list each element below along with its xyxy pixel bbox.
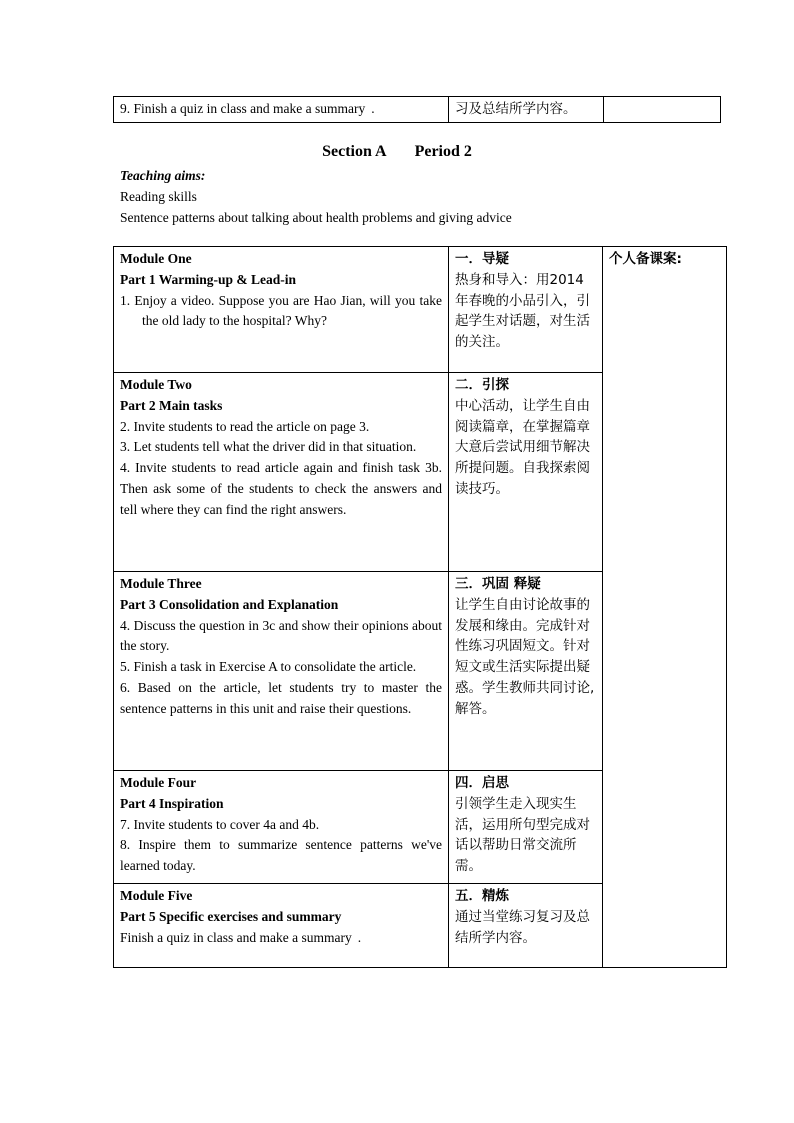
guide-text: 热身和导入：用2014年春晚的小品引入，引起学生对话题，对生活的关注。 <box>455 271 590 351</box>
guide-title: 四．启思 <box>455 775 509 791</box>
guide-text: 通过当堂练习复习及总结所学内容。 <box>455 908 590 946</box>
guide-text: 中心活动，让学生自由阅读篇章，在掌握篇章大意后尝试用细节解决所提问题。自我探索阅读技巧。 <box>455 397 590 497</box>
activity-item: 1. Enjoy a video. Suppose you are Hao Jian, will you take the old lady to the hospital? Why? <box>120 292 442 329</box>
guide-cell <box>449 572 603 771</box>
module-title: Module Two <box>120 377 192 392</box>
activity-item: Finish a quiz in class and make a summary . <box>120 929 362 945</box>
personal-notes-cell <box>603 247 727 968</box>
teaching-aims-label: Teaching aims: <box>120 168 206 183</box>
module-title: Module Four <box>120 775 197 790</box>
part-title: Part 1 Warming-up & Lead-in <box>120 271 297 287</box>
period-label: Period 2 <box>414 143 472 160</box>
personal-notes-header: 个人备课案: <box>609 251 682 267</box>
continuation-guide-cell: 习及总结所学内容。 <box>449 97 604 123</box>
guide-title: 二．引探 <box>455 377 509 393</box>
table-row <box>114 247 727 373</box>
part-title: Part 5 Specific exercises and summary <box>120 908 342 924</box>
lesson-plan-table <box>113 246 727 968</box>
module-cell <box>114 572 449 771</box>
continuation-notes-cell <box>604 97 721 123</box>
activity-item: 4. Discuss the question in 3c and show their opinions about the story. <box>120 617 442 654</box>
teaching-aim-line: Sentence patterns about talking about health problems and giving advice <box>120 210 512 225</box>
teaching-aims <box>120 165 512 228</box>
activity-item: 5. Finish a task in Exercise A to consolidate the article. <box>120 659 417 675</box>
guide-text: 引领学生走入现实生活，运用所句型完成对话以帮助日常交流所需。 <box>455 795 590 875</box>
activity-item: 7. Invite students to cover 4a and 4b. <box>120 816 320 832</box>
guide-title: 五．精炼 <box>455 888 509 904</box>
section-label: Section A <box>322 143 387 160</box>
module-cell <box>114 884 449 968</box>
part-title: Part 2 Main tasks <box>120 397 223 413</box>
guide-cell <box>449 373 603 572</box>
module-title: Module One <box>120 251 192 266</box>
continuation-activity-cell: 9. Finish a quiz in class and make a summary . <box>114 97 449 123</box>
activity-item: 6. Based on the article, let students try to master the sentence patterns in this unit and raise their questions. <box>120 679 442 716</box>
guide-title: 三．巩固 释疑 <box>455 576 541 592</box>
activity-item: 3. Let students tell what the driver did in that situation. <box>120 439 417 455</box>
module-cell <box>114 771 449 884</box>
guide-cell <box>449 771 603 884</box>
table-row <box>114 97 721 123</box>
guide-title: 一．导疑 <box>455 251 509 267</box>
activity-item: 2. Invite students to read the article on page 3. <box>120 418 370 434</box>
continuation-table <box>113 96 721 123</box>
module-title: Module Three <box>120 576 202 591</box>
guide-cell <box>449 884 603 968</box>
section-heading <box>0 142 794 162</box>
module-cell <box>114 247 449 373</box>
activity-item: 4. Invite students to read article again and finish task 3b. Then ask some of the students to check the answers and tell where they can find the right answers. <box>120 460 442 517</box>
module-title: Module Five <box>120 888 193 903</box>
part-title: Part 3 Consolidation and Explanation <box>120 596 339 612</box>
part-title: Part 4 Inspiration <box>120 795 224 811</box>
activity-item: 8. Inspire them to summarize sentence patterns we've learned today. <box>120 837 442 874</box>
guide-cell <box>449 247 603 373</box>
teaching-aim-line: Reading skills <box>120 189 197 204</box>
guide-text: 让学生自由讨论故事的发展和缘由。完成针对性练习巩固短文。针对短文或生活实际提出疑惑。学生教师共同讨论,解答。 <box>455 596 595 717</box>
module-cell <box>114 373 449 572</box>
